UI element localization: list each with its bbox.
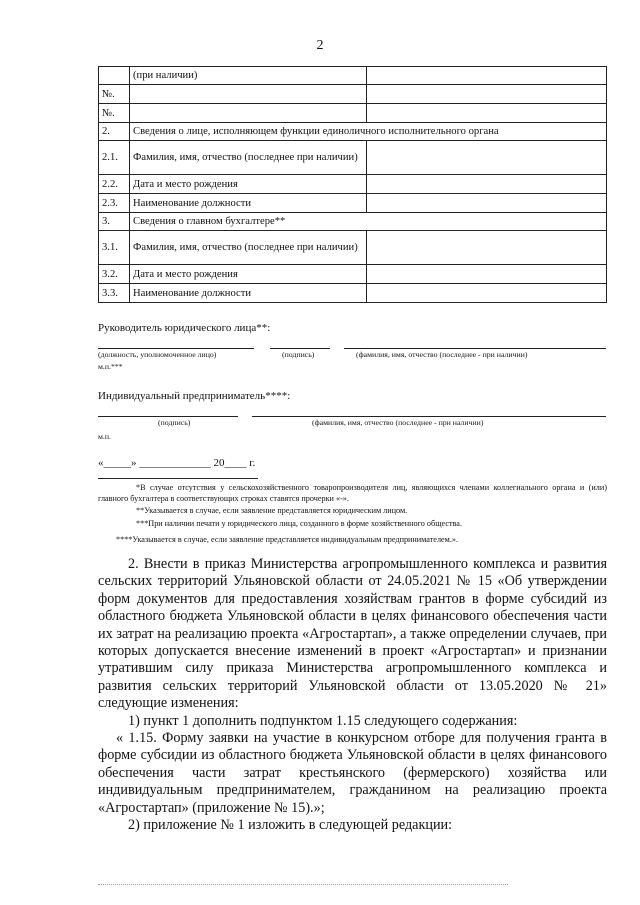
caption-name: (фамилия, имя, отчество (последнее - при наличии)	[356, 350, 528, 359]
footnote-3: ***При наличии печати у юридического лица, созданного в форме хозяйственного общества.	[136, 519, 462, 528]
row-number: 3.	[99, 213, 130, 231]
footnote-4: ****Указывается в случае, если заявление представляется индивидуальным предпринимателем.».	[116, 535, 459, 544]
table-row	[99, 265, 607, 284]
row-number: 2.2.	[99, 175, 130, 194]
item-2: 2) приложение № 1 изложить в следующей редакции:	[128, 817, 453, 834]
stamp-place-1: м.п.***	[98, 362, 123, 371]
date-line: «_____» _____________ 20____ г.	[98, 457, 256, 469]
row-label: Сведения о главном бухгалтере**	[130, 213, 607, 231]
table-row	[99, 123, 607, 141]
row-number	[99, 67, 130, 85]
row-label: Наименование должности	[130, 284, 367, 303]
row-label: Дата и место рождения	[130, 265, 367, 284]
stamp-place-2: м.п.	[98, 432, 112, 441]
head-label: Руководитель юридического лица**:	[98, 322, 271, 334]
row-number: №.	[99, 85, 130, 104]
row-value[interactable]	[367, 67, 607, 85]
table-row	[99, 231, 607, 265]
row-label	[130, 85, 367, 104]
row-value[interactable]	[367, 85, 607, 104]
caption-name-2: (фамилия, имя, отчество (последнее - при наличии)	[312, 418, 484, 427]
table-row	[99, 284, 607, 303]
sign-line	[270, 348, 330, 349]
table-row	[99, 85, 607, 104]
row-number: 3.1.	[99, 231, 130, 265]
row-number: №.	[99, 104, 130, 123]
row-value[interactable]	[367, 284, 607, 303]
footnote-1: *В случае отсутствия у сельскохозяйственного товаропроизводителя лиц, являющихся членами коллегиального органа и (или) главного бухгалтера в соответствующих строках ставятся прочерки «-».	[98, 483, 607, 503]
page-number: 2	[316, 38, 324, 53]
row-number: 2.1.	[99, 141, 130, 175]
name-line	[344, 348, 606, 349]
ip-sign-line	[98, 416, 238, 417]
position-line	[98, 348, 254, 349]
row-label: (при наличии)	[130, 67, 367, 85]
table-row	[99, 213, 607, 231]
row-label: Наименование должности	[130, 194, 367, 213]
bottom-rule	[98, 884, 508, 885]
row-number: 3.2.	[99, 265, 130, 284]
table-row	[99, 141, 607, 175]
row-value[interactable]	[367, 231, 607, 265]
quote-1-15: « 1.15. Форму заявки на участие в конкурсном отборе для получения гранта в форме субсидии из областного бюджета Ульяновской области в целях финансового обеспечения части затрат крестьянского (фермерского) хозяйства или индивидуальным предпринимателем, гражданином на реализацию проекта «Агростартап» (приложение № 15).»;	[98, 730, 607, 816]
ip-label: Индивидуальный предприниматель****:	[98, 390, 291, 402]
row-label: Сведения о лице, исполняющем функции единоличного исполнительного органа	[130, 123, 607, 141]
table-row	[99, 67, 607, 85]
table-row	[99, 104, 607, 123]
row-label: Дата и место рождения	[130, 175, 367, 194]
footnote-separator	[98, 478, 258, 479]
footnote-2: **Указывается в случае, если заявление представляется юридическим лицом.	[136, 506, 408, 515]
row-number: 2.	[99, 123, 130, 141]
row-value[interactable]	[367, 265, 607, 284]
row-label: Фамилия, имя, отчество (последнее при наличии)	[130, 231, 367, 265]
row-value[interactable]	[367, 175, 607, 194]
table-row	[99, 175, 607, 194]
row-value[interactable]	[367, 141, 607, 175]
ip-name-line	[252, 416, 606, 417]
row-value[interactable]	[367, 194, 607, 213]
form-table	[98, 66, 607, 303]
caption-sign: (подпись)	[282, 350, 315, 359]
paragraph-2: 2. Внести в приказ Министерства агропромышленного комплекса и развития сельских территорий Ульяновской области от 24.05.2021 № 15 «Об утверждении форм документов для предоставления хозяйствам грантов в форме субсидий из областного бюджета Ульяновской области в целях финансового обеспечения части их затрат на реализацию проекта «Агростартап», а также определении случаев, при которых допускается внесение изменений в проект «Агростартап» и признании утратившим силу приказа Министерства агропромышленного комплекса и развития сельских территорий Ульяновской области от 13.05.2020 № 21» следующие изменения:	[98, 556, 607, 712]
row-label	[130, 104, 367, 123]
row-label: Фамилия, имя, отчество (последнее при наличии)	[130, 141, 367, 175]
table-row	[99, 194, 607, 213]
row-value[interactable]	[367, 104, 607, 123]
caption-position: (должность, уполномоченное лицо)	[98, 350, 217, 359]
body-text	[98, 556, 607, 835]
row-number: 3.3.	[99, 284, 130, 303]
row-number: 2.3.	[99, 194, 130, 213]
caption-sign-2: (подпись)	[158, 418, 191, 427]
item-1: 1) пункт 1 дополнить подпунктом 1.15 следующего содержания:	[128, 712, 518, 729]
